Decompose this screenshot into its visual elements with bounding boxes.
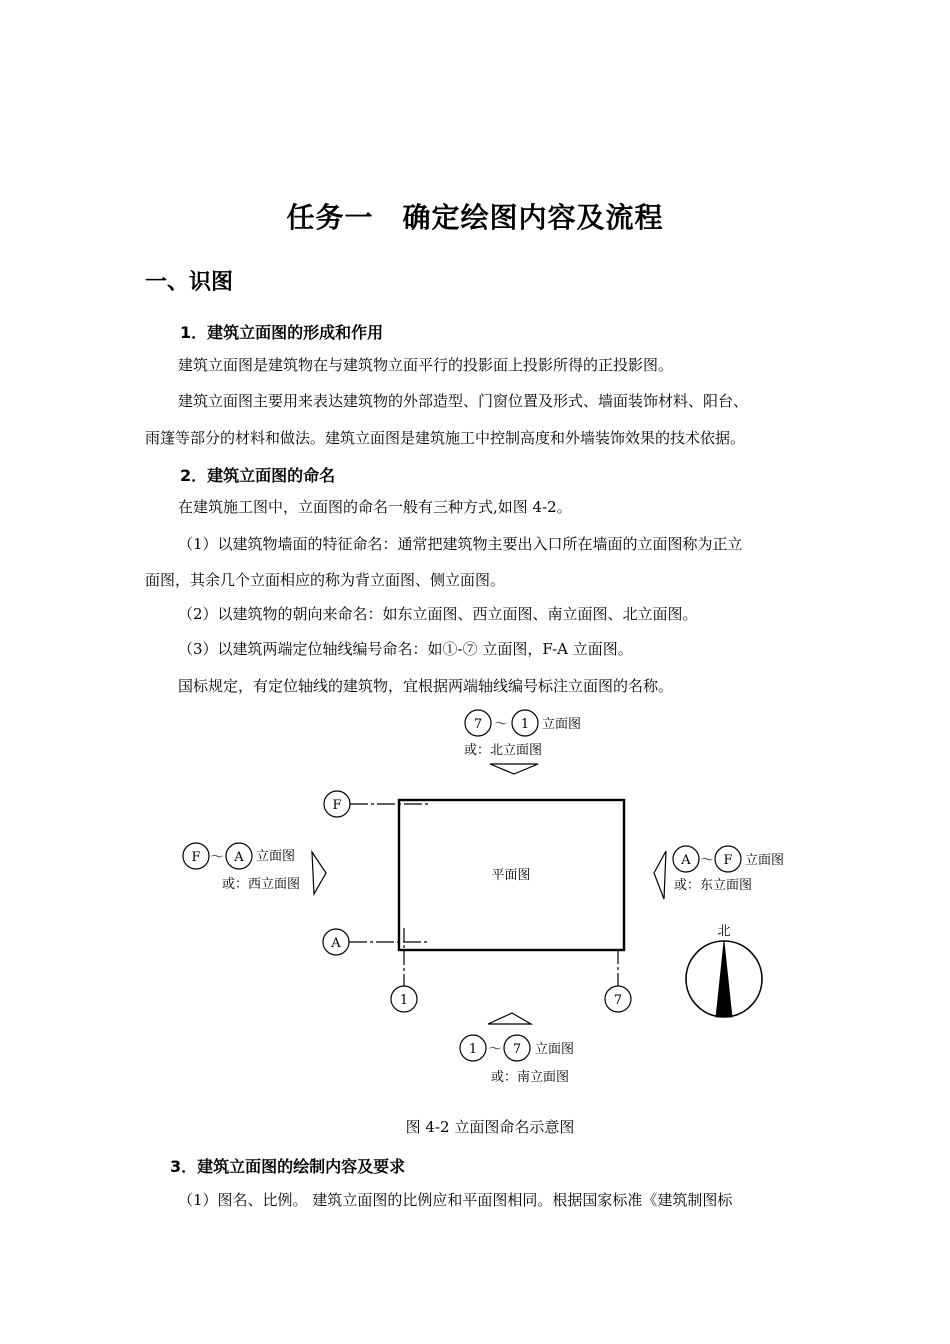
elevation-suffix: 立面图 <box>745 853 785 868</box>
page-title: 任务一 确定绘图内容及流程 <box>286 201 664 234</box>
axis-number: 1 <box>520 717 530 732</box>
axis-letter: F <box>191 850 201 865</box>
list-item: 面图，其余几个立面相应的称为背立面图、侧立面图。 <box>145 571 506 589</box>
elevation-alt-name: 或：西立面图 <box>222 877 301 892</box>
axis-number: 1 <box>399 993 409 1008</box>
north-label: 北 <box>717 924 731 939</box>
paragraph: 在建筑施工图中，立面图的命名一般有三种方式,如图 4-2。 <box>178 498 572 516</box>
tilde: ～ <box>494 717 508 732</box>
elevation-suffix: 立面图 <box>256 849 296 864</box>
elevation-alt-name: 或：北立面图 <box>464 743 543 758</box>
list-item: （3）以建筑两端定位轴线编号命名：如①-⑦ 立面图，F-A 立面图。 <box>178 640 633 658</box>
elevation-alt-name: 或：南立面图 <box>491 1070 570 1085</box>
axis-number: 7 <box>512 1042 522 1057</box>
axis-letter: F <box>723 853 733 868</box>
axis-letter: A <box>681 853 691 868</box>
view-arrow-north <box>490 764 538 774</box>
north-arrow-icon <box>716 941 732 1017</box>
paragraph: 建筑立面图主要用来表达建筑物的外部造型、门窗位置及形式、墙面装饰材料、阳台、 <box>178 392 749 410</box>
tilde: ～ <box>488 1042 502 1057</box>
axis-number: 7 <box>473 717 483 732</box>
list-item: （1）以建筑物墙面的特征命名：通常把建筑物主要出入口所在墙面的立面图称为正立 <box>178 535 743 553</box>
section-heading-reading: 一、识图 <box>145 270 234 295</box>
paragraph: 雨篷等部分的材料和做法。建筑立面图是建筑施工中控制高度和外墙装饰效果的技术依据。 <box>145 429 746 447</box>
elevation-suffix: 立面图 <box>542 717 582 732</box>
subheading-formation: 1．建筑立面图的形成和作用 <box>180 323 384 342</box>
view-arrow-south <box>488 1013 531 1024</box>
subheading-contents: 3．建筑立面图的绘制内容及要求 <box>170 1157 406 1176</box>
elevation-suffix: 立面图 <box>535 1042 575 1057</box>
axis-number: 1 <box>468 1042 478 1057</box>
axis-letter: A <box>234 850 244 865</box>
list-item: （2）以建筑物的朝向来命名：如东立面图、西立面图、南立面图、北立面图。 <box>178 605 698 623</box>
list-item: （1）图名、比例。 建筑立面图的比例应和平面图相同。根据国家标准《建筑制图标 <box>178 1191 733 1209</box>
tilde: ～ <box>700 853 714 868</box>
paragraph: 建筑立面图是建筑物在与建筑物立面平行的投影面上投影所得的正投影图。 <box>178 356 674 374</box>
subheading-naming: 2．建筑立面图的命名 <box>180 466 336 485</box>
view-arrow-east <box>654 851 666 899</box>
view-arrow-west <box>312 852 326 894</box>
figure-caption: 图 4-2 立面图命名示意图 <box>405 1118 575 1136</box>
axis-letter: F <box>332 798 342 813</box>
elevation-alt-name: 或：东立面图 <box>674 878 753 893</box>
tilde: ～ <box>210 850 224 865</box>
axis-letter: A <box>331 936 341 951</box>
paragraph: 国标规定，有定位轴线的建筑物，宜根据两端轴线编号标注立面图的名称。 <box>178 677 674 695</box>
plan-label: 平面图 <box>491 868 531 883</box>
axis-number: 7 <box>613 993 623 1008</box>
